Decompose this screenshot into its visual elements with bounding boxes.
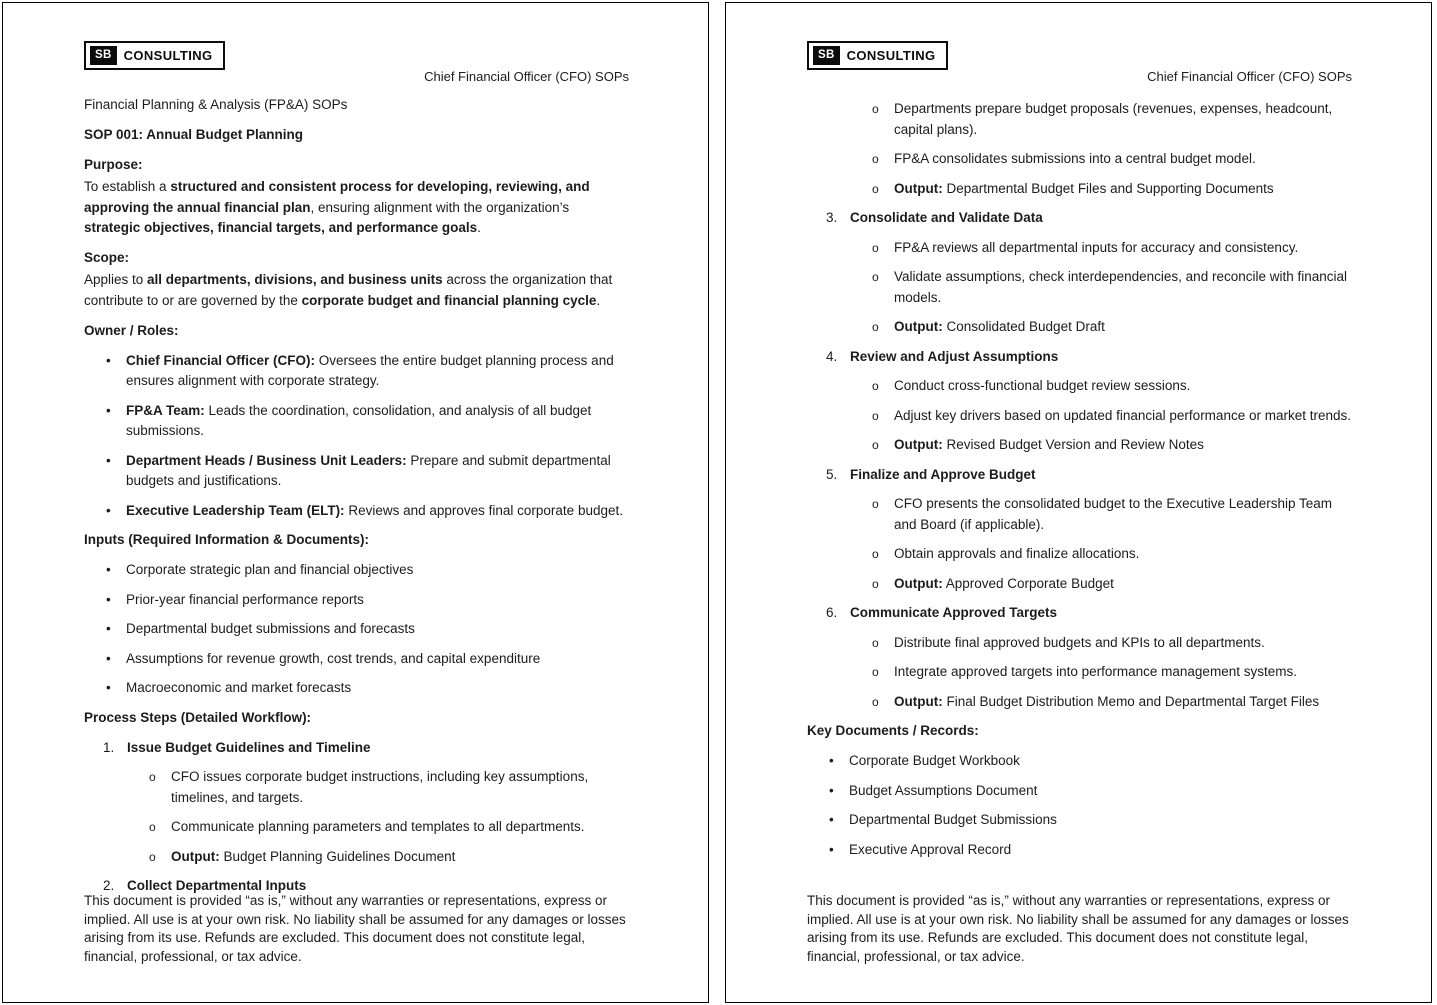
text-run: Conduct cross-functional budget review sessions. xyxy=(894,378,1191,393)
logo-name: CONSULTING xyxy=(123,48,213,63)
text-run: Departmental budget submissions and forecasts xyxy=(126,621,415,636)
text-run: Executive Approval Record xyxy=(849,841,1012,857)
bold-text-run: Department Heads / Business Unit Leaders: xyxy=(126,452,407,468)
step-title: Collect Departmental Inputs xyxy=(127,878,307,893)
text-run: Budget Planning Guidelines Document xyxy=(219,848,456,864)
step-title: Issue Budget Guidelines and Timeline xyxy=(127,739,371,755)
document-page-1 xyxy=(2,2,709,1003)
numbered-step xyxy=(807,208,1352,229)
bullet-marker: • xyxy=(106,591,111,607)
bold-text-run: structured and consistent process for developing, reviewing, and approving the annual financial plan xyxy=(84,179,590,215)
bullet-marker: • xyxy=(829,753,834,768)
sub-bullet-item xyxy=(807,376,1352,397)
bullet-item xyxy=(84,401,629,442)
list-item-text xyxy=(171,819,584,834)
list-item-text xyxy=(894,240,1298,255)
text-run: Reviews and approves final corporate budget. xyxy=(344,502,623,518)
bullet-list xyxy=(84,351,629,522)
text-run: Prepare and submit departmental budgets and justifications. xyxy=(126,452,611,488)
text-run: FP&A reviews all departmental inputs for accuracy and consistency. xyxy=(894,239,1299,255)
document-page-2 xyxy=(725,2,1432,1003)
step-title: Review and Adjust Assumptions xyxy=(850,348,1059,364)
sub-bullet-list xyxy=(807,238,1352,338)
circle-marker: o xyxy=(872,152,879,166)
list-item-text xyxy=(126,680,351,695)
circle-marker: o xyxy=(149,770,156,784)
bold-text-run: Chief Financial Officer (CFO): xyxy=(126,352,316,368)
text-run: . xyxy=(596,292,601,308)
bullet-marker: • xyxy=(106,680,111,695)
disclaimer-text: This document is provided “as is,” without any warranties or representations, express or implied. All use is at your own risk. No liability shall be assumed for any damages or losses arising from its use. Refunds are excluded. This document does not constitute legal, financial, professional, or tax advice. xyxy=(84,893,626,964)
list-item-text xyxy=(849,753,1020,768)
section-heading: Purpose: xyxy=(84,157,143,172)
bullet-item xyxy=(807,840,1352,861)
bullet-marker: • xyxy=(106,650,111,666)
sub-bullet-item xyxy=(807,179,1352,200)
text-run: Validate assumptions, check interdependencies, and reconcile with financial models. xyxy=(894,269,1348,305)
text-run: Corporate Budget Workbook xyxy=(849,753,1020,768)
step-title: Consolidate and Validate Data xyxy=(850,210,1043,225)
circle-marker: o xyxy=(872,270,879,284)
bold-text-run: Output: xyxy=(171,848,220,864)
bullet-marker: • xyxy=(829,812,834,827)
list-item-text xyxy=(894,496,1332,532)
circle-marker: o xyxy=(872,576,879,591)
bullet-marker: • xyxy=(106,621,111,636)
sub-bullet-item xyxy=(807,149,1352,170)
doc-title: Chief Financial Officer (CFO) SOPs xyxy=(1147,69,1352,84)
bold-text-run: Output: xyxy=(894,575,943,591)
step-number: 1. xyxy=(103,739,115,755)
sub-bullet-item xyxy=(807,267,1352,308)
bullet-item xyxy=(84,451,629,492)
bullet-item xyxy=(807,810,1352,831)
bold-text-run: Executive Leadership Team (ELT): xyxy=(126,502,345,518)
circle-marker: o xyxy=(149,820,156,834)
list-item-text xyxy=(894,546,1139,561)
bullet-marker: • xyxy=(106,562,111,577)
step-number: 3. xyxy=(826,210,838,225)
bold-text-run: Output: xyxy=(894,180,943,196)
sub-bullet-item xyxy=(807,238,1352,259)
text-run: Adjust key drivers based on updated financial performance or market trends. xyxy=(894,407,1351,423)
text-run: Communicate planning parameters and templates to all departments. xyxy=(171,819,585,834)
sub-bullet-item xyxy=(807,574,1352,595)
step-number: 4. xyxy=(826,348,838,364)
section-heading: Inputs (Required Information & Documents): xyxy=(84,532,369,547)
text-run: Leads the coordination, consolidation, and analysis of all budget submissions. xyxy=(126,402,592,438)
list-item-text xyxy=(126,503,623,518)
text-run: Macroeconomic and market forecasts xyxy=(126,680,352,695)
step-title: Communicate Approved Targets xyxy=(850,605,1058,620)
sub-bullet-list xyxy=(807,633,1352,713)
circle-marker: o xyxy=(872,547,879,561)
sub-bullet-list xyxy=(807,376,1352,456)
text-run: To establish a xyxy=(84,179,171,194)
bullet-item xyxy=(84,590,629,611)
list-item-text xyxy=(849,842,1011,857)
list-item-text xyxy=(894,151,1256,166)
bullet-marker: • xyxy=(106,502,111,518)
circle-marker: o xyxy=(872,102,879,116)
bullet-item xyxy=(84,649,629,670)
company-logo xyxy=(807,41,948,70)
sub-bullet-item xyxy=(807,633,1352,654)
list-item-text xyxy=(894,664,1297,679)
circle-marker: o xyxy=(872,438,879,452)
text-run: Applies to xyxy=(84,272,148,287)
list-item-text xyxy=(894,635,1265,650)
text-run: , ensuring alignment with the organization’s xyxy=(310,199,570,215)
text-run: across the organization that contribute to or are governed by the xyxy=(84,272,613,308)
step-number: 6. xyxy=(826,605,838,620)
numbered-step xyxy=(807,603,1352,624)
list-item-text xyxy=(171,849,455,864)
circle-marker: o xyxy=(872,320,879,334)
sub-bullet-item xyxy=(807,317,1352,338)
text-run: Distribute final approved budgets and KPIs to all departments. xyxy=(894,634,1265,650)
bold-text-run: FP&A Team: xyxy=(126,402,205,418)
list-item-text xyxy=(126,651,540,666)
text-run: . xyxy=(477,220,481,235)
section-heading: Process Steps (Detailed Workflow): xyxy=(84,709,312,725)
circle-marker: o xyxy=(872,379,879,393)
step-title: Finalize and Approve Budget xyxy=(850,466,1036,482)
sub-bullet-item xyxy=(807,99,1352,140)
text-run: Budget Assumptions Document xyxy=(849,782,1038,798)
sub-bullet-item xyxy=(84,847,629,868)
list-item-text xyxy=(171,769,588,805)
sub-bullet-list xyxy=(84,767,629,867)
text-run: Obtain approvals and finalize allocations. xyxy=(894,546,1140,561)
bullet-item xyxy=(84,619,629,640)
bullet-marker: • xyxy=(829,782,834,798)
numbered-step xyxy=(84,738,629,759)
sub-bullet-item xyxy=(807,406,1352,427)
sub-bullet-item xyxy=(807,494,1352,535)
sub-bullet-item xyxy=(807,662,1352,683)
page-body xyxy=(84,95,629,906)
list-item-text xyxy=(894,437,1204,452)
list-item-text xyxy=(126,592,364,607)
bullet-marker: • xyxy=(829,841,834,857)
bullet-item xyxy=(807,781,1352,802)
circle-marker: o xyxy=(872,408,879,423)
sub-bullet-list xyxy=(807,494,1352,594)
text-run: FP&A consolidates submissions into a central budget model. xyxy=(894,151,1256,166)
sub-bullet-item xyxy=(807,435,1352,456)
bullet-marker: • xyxy=(106,352,111,368)
sub-bullet-item xyxy=(807,544,1352,565)
text-run: Financial Planning & Analysis (FP&A) SOPs xyxy=(84,97,348,112)
bold-text-run: Output: xyxy=(894,437,943,452)
text-run: Integrate approved targets into performance management systems. xyxy=(894,664,1297,679)
section-heading: Owner / Roles: xyxy=(84,322,179,338)
list-item-text xyxy=(894,181,1274,196)
sub-bullet-list xyxy=(807,99,1352,199)
numbered-step xyxy=(807,347,1352,368)
bold-text-run: strategic objectives, financial targets, and performance goals xyxy=(84,220,478,235)
paragraph xyxy=(84,270,629,311)
list-item-text xyxy=(894,576,1114,591)
page-body xyxy=(807,99,1352,869)
sub-bullet-item xyxy=(84,817,629,838)
section-heading: Key Documents / Records: xyxy=(807,723,979,738)
text-run: Assumptions for revenue growth, cost trends, and capital expenditure xyxy=(126,650,541,666)
logo-badge: SB xyxy=(90,46,117,66)
bold-text-run: Output: xyxy=(894,319,943,334)
bullet-marker: • xyxy=(106,402,111,418)
text-run: Final Budget Distribution Memo and Departmental Target Files xyxy=(942,693,1320,709)
logo-name: CONSULTING xyxy=(846,48,936,63)
disclaimer-text: This document is provided “as is,” without any warranties or representations, express or implied. All use is at your own risk. No liability shall be assumed for any damages or losses arising from its use. Refunds are excluded. This document does not constitute legal, financial, professional, or tax advice. xyxy=(807,893,1349,964)
logo-badge: SB xyxy=(813,46,840,66)
list-item-text xyxy=(894,269,1347,305)
list-item-text xyxy=(126,353,614,389)
list-item-text xyxy=(126,403,591,439)
bold-text-run: Output: xyxy=(894,693,943,709)
list-item-text xyxy=(894,694,1319,709)
list-item-text xyxy=(126,453,611,489)
text-run: Departments prepare budget proposals (revenues, expenses, headcount, capital plans). xyxy=(894,101,1333,137)
doc-title: Chief Financial Officer (CFO) SOPs xyxy=(424,69,629,84)
step-number: 5. xyxy=(826,466,838,482)
list-item-text xyxy=(894,101,1332,137)
list-item-text xyxy=(894,408,1351,423)
text-run: Corporate strategic plan and financial objectives xyxy=(126,562,414,577)
numbered-step xyxy=(807,465,1352,486)
text-run: Approved Corporate Budget xyxy=(942,575,1114,591)
bullet-item xyxy=(84,501,629,522)
list-item-text xyxy=(849,783,1037,798)
paragraph xyxy=(84,177,629,239)
circle-marker: o xyxy=(872,181,879,196)
circle-marker: o xyxy=(872,635,879,650)
sub-bullet-item xyxy=(807,692,1352,713)
company-logo xyxy=(84,41,225,70)
bold-text-run: corporate budget and financial planning cycle xyxy=(301,292,597,308)
bullet-marker: • xyxy=(106,452,111,468)
circle-marker: o xyxy=(872,240,879,255)
circle-marker: o xyxy=(872,497,879,511)
circle-marker: o xyxy=(149,849,156,864)
bullet-item xyxy=(84,678,629,699)
list-item-text xyxy=(126,621,415,636)
bullet-list xyxy=(84,560,629,699)
list-item-text xyxy=(126,562,413,577)
text-run: Departmental Budget Files and Supporting Documents xyxy=(942,180,1274,196)
bullet-item xyxy=(84,560,629,581)
doc-subtitle xyxy=(84,95,629,116)
bullet-list xyxy=(807,751,1352,860)
circle-marker: o xyxy=(872,694,879,709)
step-number: 2. xyxy=(103,878,115,893)
list-item-text xyxy=(849,812,1057,827)
text-run: Departmental Budget Submissions xyxy=(849,812,1057,827)
circle-marker: o xyxy=(872,665,879,679)
text-run: Prior-year financial performance reports xyxy=(126,591,364,607)
page-header xyxy=(807,41,1352,84)
bullet-item xyxy=(807,751,1352,772)
page-header xyxy=(84,41,629,84)
sub-bullet-item xyxy=(84,767,629,808)
list-item-text xyxy=(894,319,1105,334)
text-run: Consolidated Budget Draft xyxy=(942,319,1105,334)
text-run: Oversees the entire budget planning process and ensures alignment with corporate strategy. xyxy=(126,352,614,388)
sop-title: SOP 001: Annual Budget Planning xyxy=(84,127,304,142)
text-run: CFO presents the consolidated budget to the Executive Leadership Team and Board (if applicable). xyxy=(894,496,1333,532)
bullet-item xyxy=(84,351,629,392)
text-run: Revised Budget Version and Review Notes xyxy=(942,437,1204,452)
list-item-text xyxy=(894,378,1190,393)
bold-text-run: all departments, divisions, and business units xyxy=(147,272,443,287)
section-heading: Scope: xyxy=(84,250,130,265)
text-run: CFO issues corporate budget instructions, including key assumptions, timelines, and targets. xyxy=(171,769,589,805)
